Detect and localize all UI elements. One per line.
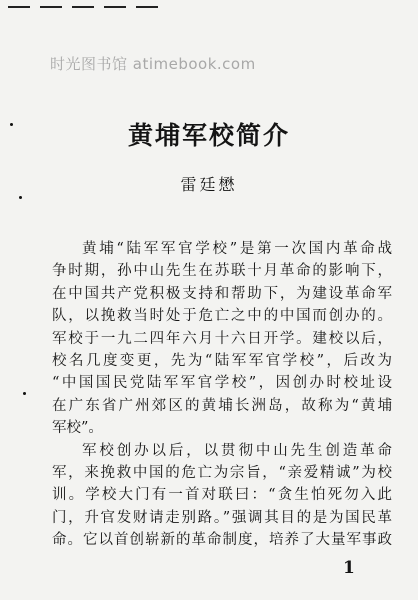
article-author: 雷廷懋 xyxy=(180,175,238,194)
margin-dot xyxy=(19,196,22,199)
text-line: 军校于一九二四年六月十六日开学。建校以后， xyxy=(52,330,392,347)
article-title: 黄埔军校简介 xyxy=(127,121,290,150)
margin-dot xyxy=(23,392,26,395)
text-line: 军校”。 xyxy=(52,420,103,437)
text-line: 命。它以首创崭新的革命制度，培养了大量军事政 xyxy=(52,532,392,549)
text-line: 争时期，孙中山先生在苏联十月革命的影响下， xyxy=(52,263,392,280)
text-line: 黄埔“陆军军官学校”是第一次国内革命战 xyxy=(82,241,392,257)
watermark: 时光图书馆 atimebook.com xyxy=(50,55,256,73)
text-line: “中国国民党陆军军官学校”，因创办时校址设 xyxy=(52,375,392,392)
text-line: 军校创办以后，以贯彻中山先生创造革命 xyxy=(82,442,392,459)
page-number: 1 xyxy=(343,558,355,578)
text-line: 在中国共产党积极支持和帮助下，为建设革命军 xyxy=(52,285,392,302)
text-line: 校名几度变更，先为“陆军军官学校”，后改为 xyxy=(52,352,392,369)
text-line: 门，升官发财请走别路。”强调其目的是为国民革 xyxy=(52,509,392,526)
text-line: 队，以挽救当时处于危亡之中的中国而创办的。 xyxy=(52,308,392,325)
text-line: 军，来挽救中国的危亡为宗旨，“亲爱精诚”为校 xyxy=(52,464,392,481)
scan-edge-marks xyxy=(0,0,180,10)
article-body xyxy=(52,238,392,551)
text-line: 训。学校大门有一首对联曰：“贪生怕死勿入此 xyxy=(52,487,392,504)
text-line: 在广东省广州郊区的黄埔长洲岛，故称为“黄埔 xyxy=(52,397,392,414)
